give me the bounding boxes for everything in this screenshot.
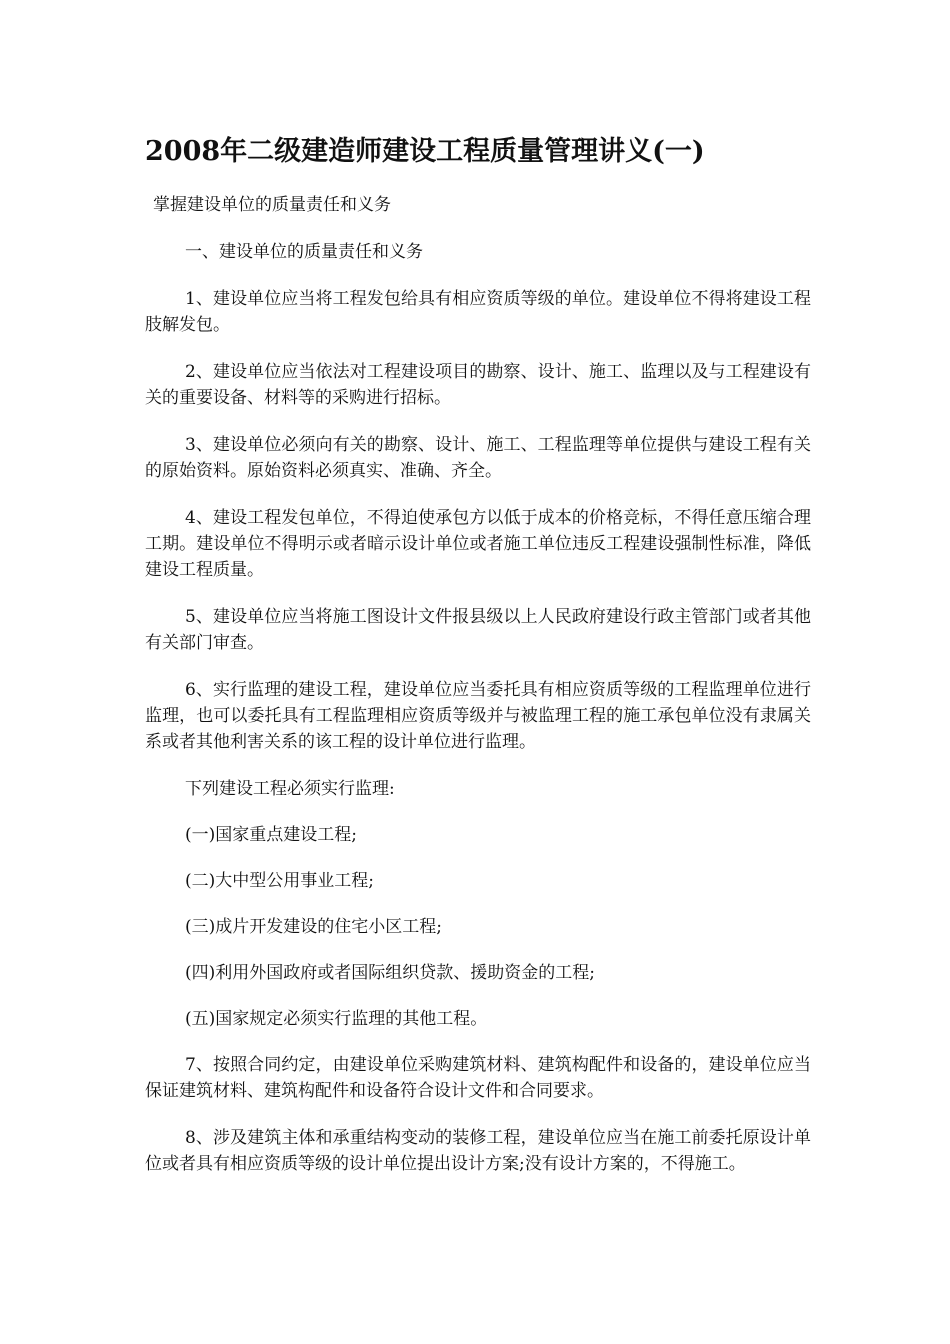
paragraph-item-8: 8、涉及建筑主体和承重结构变动的装修工程，建设单位应当在施工前委托原设计单位或者具有相应资质等级的设计单位提出设计方案;没有设计方案的，不得施工。 [145, 1128, 811, 1174]
paragraph-item-3: 3、建设单位必须向有关的勘察、设计、施工、工程监理等单位提供与建设工程有关的原始资料。原始资料必须真实、准确、齐全。 [145, 435, 811, 481]
section-heading-1: 一、建设单位的质量责任和义务 [185, 242, 423, 262]
list-item-2: (二)大中型公用事业工程; [185, 871, 374, 891]
list-item-1: (一)国家重点建设工程; [185, 825, 357, 845]
section-heading-main: 掌握建设单位的质量责任和义务 [153, 195, 391, 215]
paragraph-item-1: 1、建设单位应当将工程发包给具有相应资质等级的单位。建设单位不得将建设工程肢解发包。 [145, 289, 811, 335]
document-title: 2008年二级建造师建设工程质量管理讲义(一) [145, 136, 705, 167]
document-page [145, 132, 811, 1198]
paragraph-item-2: 2、建设单位应当依法对工程建设项目的勘察、设计、施工、监理以及与工程建设有关的重要设备、材料等的采购进行招标。 [145, 362, 811, 408]
paragraph-item-6: 6、实行监理的建设工程，建设单位应当委托具有相应资质等级的工程监理单位进行监理，也可以委托具有工程监理相应资质等级并与被监理工程的施工承包单位没有隶属关系或者其他利害关系的该工程的设计单位进行监理。 [145, 680, 811, 752]
list-item-3: (三)成片开发建设的住宅小区工程; [185, 917, 442, 937]
list-item-5: (五)国家规定必须实行监理的其他工程。 [185, 1009, 488, 1029]
paragraph-item-7: 7、按照合同约定，由建设单位采购建筑材料、建筑构配件和设备的，建设单位应当保证建筑材料、建筑构配件和设备符合设计文件和合同要求。 [145, 1055, 811, 1101]
paragraph-item-4: 4、建设工程发包单位，不得迫使承包方以低于成本的价格竞标，不得任意压缩合理工期。建设单位不得明示或者暗示设计单位或者施工单位违反工程建设强制性标准，降低建设工程质量。 [145, 508, 811, 580]
list-item-4: (四)利用外国政府或者国际组织贷款、援助资金的工程; [185, 963, 595, 983]
list-intro: 下列建设工程必须实行监理: [185, 779, 395, 799]
paragraph-item-5: 5、建设单位应当将施工图设计文件报县级以上人民政府建设行政主管部门或者其他有关部门审查。 [145, 607, 811, 653]
